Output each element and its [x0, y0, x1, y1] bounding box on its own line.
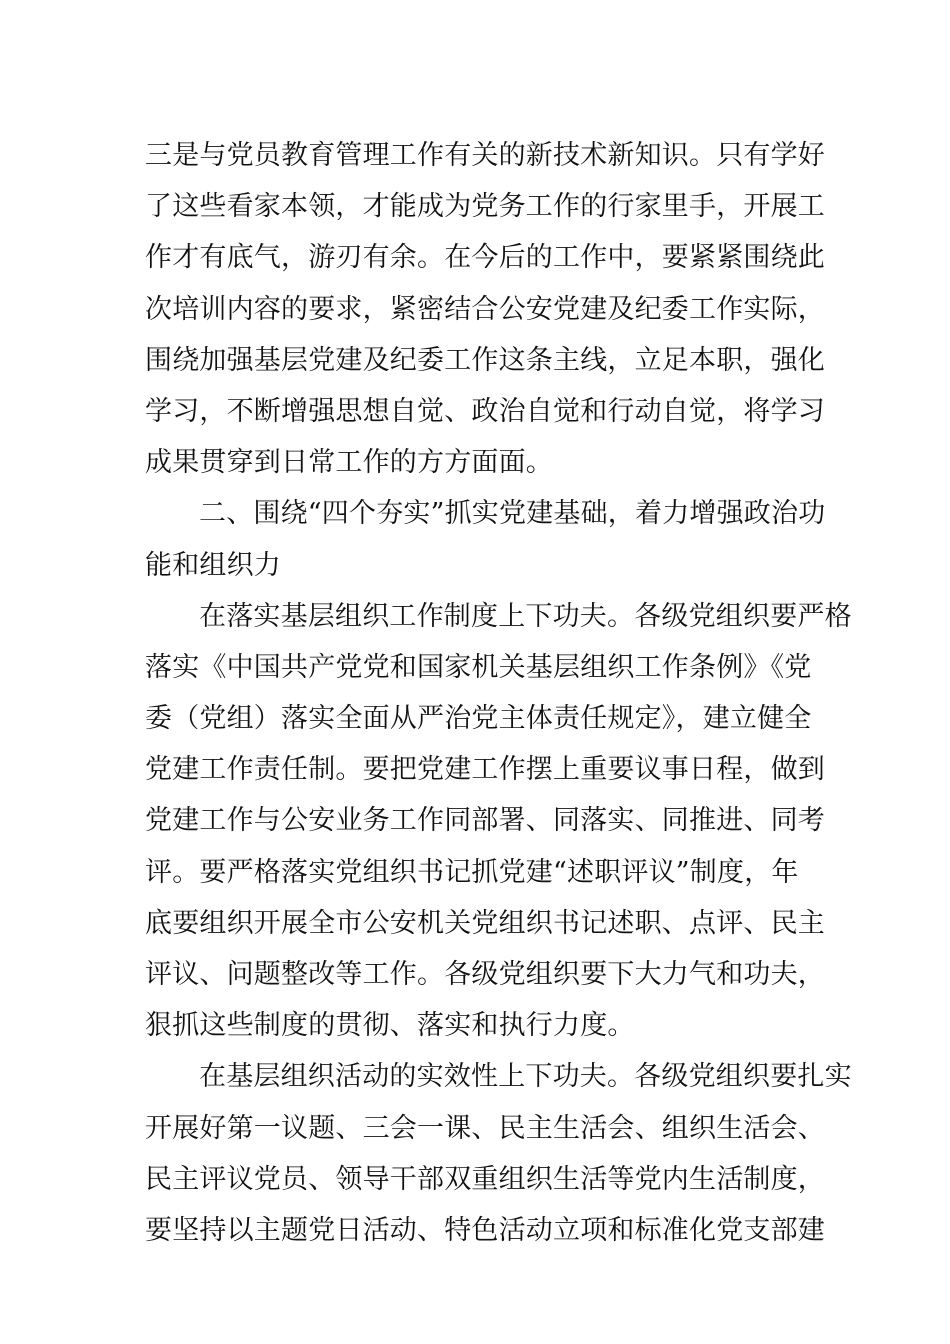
text-line: 了这些看家本领，才能成为党务工作的行家里手，开展工	[145, 191, 825, 223]
document-body	[145, 130, 852, 1256]
paragraph-first-line: 在落实基层组织工作制度上下功夫。各级党组织要严格	[199, 600, 852, 632]
text-line: 作才有底气，游刃有余。在今后的工作中，要紧紧围绕此	[145, 242, 825, 274]
text-line: 评议、问题整改等工作。各级党组织要下大力气和功夫，	[145, 959, 825, 990]
text-line: 落实《中国共产党党和国家机关基层组织工作条例》《党	[145, 651, 812, 683]
section-heading-line: 二、围绕“四个夯实”抓实党建基础，着力增强政治功	[199, 498, 826, 530]
text-line: 评。要严格落实党组织书记抓党建“述职评议”制度，年	[145, 856, 799, 888]
text-line: 学习，不断增强思想自觉、政治自觉和行动自觉，将学习	[145, 395, 825, 427]
section-heading-line: 能和组织力	[145, 549, 281, 581]
text-line: 狠抓这些制度的贯彻、落实和执行力度。	[145, 1010, 635, 1042]
text-line: 次培训内容的要求，紧密结合公安党建及纪委工作实际，	[145, 293, 825, 325]
text-line: 开展好第一议题、三会一课、民主生活会、组织生活会、	[145, 1112, 825, 1144]
text-line: 要坚持以主题党日活动、特色活动立项和标准化党支部建	[145, 1214, 825, 1246]
paragraph-first-line: 在基层组织活动的实效性上下功夫。各级党组织要扎实	[199, 1061, 852, 1093]
text-line: 委（党组）落实全面从严治党主体责任规定》，建立健全	[145, 703, 812, 735]
text-line: 围绕加强基层党建及纪委工作这条主线，立足本职，强化	[145, 344, 825, 376]
text-line: 底要组织开展全市公安机关党组织书记述职、点评、民主	[145, 907, 825, 939]
text-line: 民主评议党员、领导干部双重组织生活等党内生活制度，	[145, 1163, 825, 1195]
text-line: 党建工作责任制。要把党建工作摆上重要议事日程，做到	[145, 754, 825, 786]
text-line: 三是与党员教育管理工作有关的新技术新知识。只有学好	[145, 140, 825, 171]
text-line: 党建工作与公安业务工作同部署、同落实、同推进、同考	[145, 805, 825, 837]
text-line: 成果贯穿到日常工作的方方面面。	[145, 447, 553, 479]
